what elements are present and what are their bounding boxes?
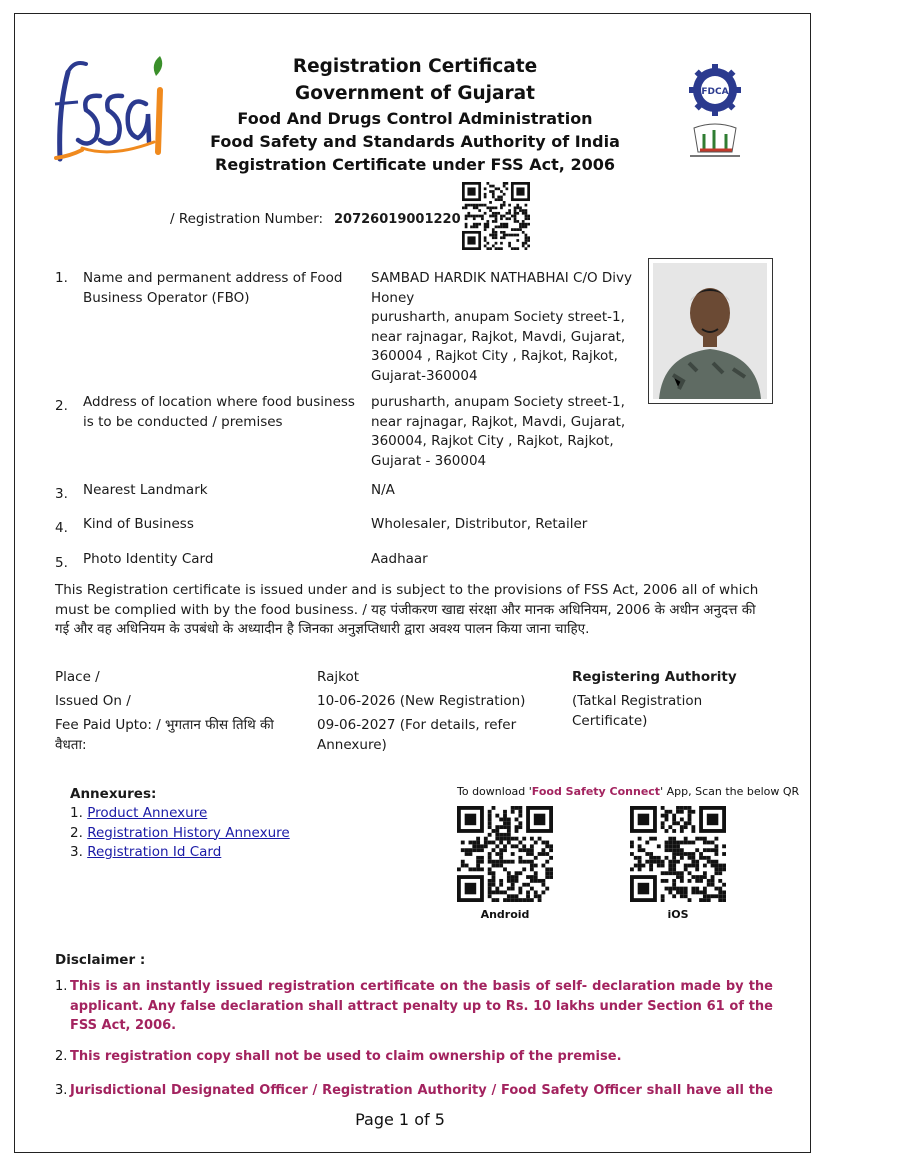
place-value: Rajkot [317,669,359,685]
fdca-seal [680,64,750,164]
disclaimer-item-1 [55,977,773,1036]
field-value-landmark: N/A [371,482,395,498]
registration-number-label: / Registration Number: [170,211,324,227]
app-download-note [457,785,799,798]
header-title: Registration Certificate [292,56,538,77]
app-note-suffix: ' App, Scan the below QR [660,785,800,798]
person-photo-icon [653,263,767,399]
fdca-seal-icon [680,64,750,164]
ios-qr-code[interactable] [630,806,726,902]
registration-number-value: 20726019001220 [334,212,461,227]
page-number: Page 1 of 5 [355,1110,445,1129]
registering-authority-subtitle: (Tatkal Registration Certificate) [572,693,703,729]
field-value-kind-of-business: Wholesaler, Distributor, Retailer [371,516,588,532]
fee-paid-label: Fee Paid Upto: / भुगतान फीस तिथि की वैधता: [55,717,274,753]
seal-text: FDCA [701,87,729,97]
disclaimer-num: 3. [55,1083,68,1098]
place-label: Place / [55,669,100,685]
field-label-landmark: Nearest Landmark [83,482,208,498]
certificate-statement: This Registration certificate is issued under and is subject to the provisions of FSS Act, 2006 all of which must be complied with by the food business. / यह पंजीकरण खाद्य संरक्षा और मानक अधिनियम, 2006 के अधीन अनुदत्त की गई और वह अधिनियम के उपबंधो के अध्यादीन है जिनका अनुज्ञप्तिधारी द्वारा अवश्य पालन किया जाना चाहिए. [55,582,759,637]
disclaimer-title: Disclaimer : [55,952,146,968]
disclaimer-text: This is an instantly issued registration certificate on the basis of self- declaration made by the applicant. Any false declaration shall attract penalty up to Rs. 10 lakhs under Section 61 of the FSS Act, 2006. [70,979,773,1033]
fbo-photo [648,258,773,404]
ios-label: iOS [667,908,689,921]
annexures-title: Annexures: [70,786,157,802]
disclaimer-item-2 [55,1047,773,1067]
fbo-name-line: SAMBAD HARDIK NATHABHAI C/O Divy Honey [371,270,633,306]
annexure-num: 2. [70,824,83,841]
fee-paid-value: 09-06-2027 (For details, refer Annexure) [317,717,517,753]
annexure-item-history [70,824,290,844]
android-qr-code[interactable] [457,806,553,902]
disclaimer-text: Jurisdictional Designated Officer / Registration Authority / Food Safety Officer shall have all the [70,1083,773,1098]
field-number-3: 3. [55,486,68,502]
annexure-item-product [70,804,290,824]
disclaimer-text: This registration copy shall not be used to claim ownership of the premise. [70,1049,622,1064]
registration-history-annexure-link[interactable]: Registration History Annexure [87,824,290,841]
fssai-logo-icon [52,54,170,168]
field-value-premises: purusharth, anupam Society street-1, near rajnagar, Rajkot, Mavdi, Gujarat, 360004, Rajkot City , Rajkot, Rajkot, Gujarat - 360004 [371,394,626,469]
field-label-photo-id: Photo Identity Card [83,551,214,567]
disclaimer-num: 2. [55,1049,68,1064]
annexure-num: 1. [70,805,83,821]
field-number-2: 2. [55,398,68,414]
annexure-num: 3. [70,844,83,860]
field-label-premises: Address of location where food business is to be conducted / premises [83,394,355,430]
header-authority: Food Safety and Standards Authority of India [210,132,620,151]
android-label: Android [480,908,530,921]
header-department: Food And Drugs Control Administration [237,109,593,128]
field-label-kind-of-business: Kind of Business [83,516,194,532]
issued-on-value: 10-06-2026 (New Registration) [317,693,526,709]
registration-id-card-link[interactable]: Registration Id Card [87,844,222,860]
header-act: Registration Certificate under FSS Act, 2006 [215,155,615,174]
registration-qr-code [462,182,530,250]
fssai-logo [52,54,170,168]
field-number-1: 1. [55,270,68,286]
field-number-5: 5. [55,555,68,571]
field-value-fbo-name [371,269,651,386]
disclaimer-num: 1. [55,979,68,994]
field-value-photo-id: Aadhaar [371,551,428,567]
header-government: Government of Gujarat [295,83,535,104]
app-note-prefix: To download ' [457,785,532,798]
disclaimer-item-3 [55,1081,773,1101]
fbo-address-line: purusharth, anupam Society street-1, near rajnagar, Rajkot, Mavdi, Gujarat, 360004 , Rajkot City , Rajkot, Rajkot, Gujarat-360004 [371,309,626,384]
app-name: Food Safety Connect [531,785,661,798]
annexure-item-id-card [70,843,290,863]
annexure-list [70,804,290,863]
field-number-4: 4. [55,520,68,536]
field-label-fbo-name: Name and permanent address of Food Business Operator (FBO) [83,270,343,306]
registering-authority-title: Registering Authority [572,669,737,685]
issued-on-label: Issued On / [55,693,131,709]
product-annexure-link[interactable]: Product Annexure [87,805,208,821]
